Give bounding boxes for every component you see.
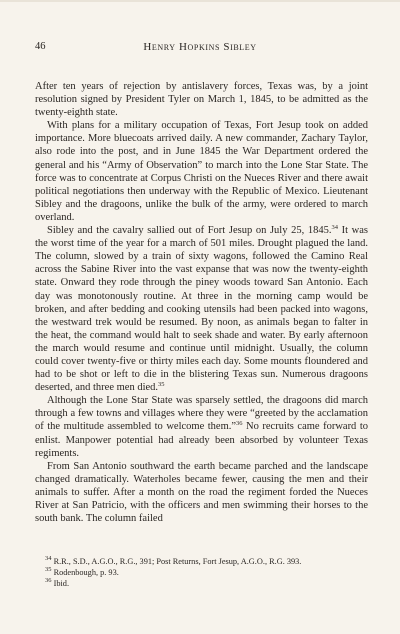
footnote-35-text: Rodenbough, p. 93.	[53, 568, 119, 577]
paragraph-4	[35, 394, 368, 459]
paragraph-2-text: With plans for a military occupation of Texas, Fort Jesup took on added importance. More bluecoats arrived daily. A new commander, Zachary Taylor, also rode into the post, and in June 1845 the War Department ordered the general and his “Army of Observation” to march into the Lone Star State. The force was to concentrate at Corpus Christi on the Nueces River and there await political negotiations then underway with the Republic of Mexico. Lieutenant Sibley and the dragoons, unlike the bulk of the army, were ordered to march overland.	[35, 120, 368, 223]
paragraph-3-text: Sibley and the cavalry sallied out of Fort Jesup on July 25, 1845.	[47, 225, 332, 237]
paragraph-5-text: From San Antonio southward the earth became parched and the landscape changed dramatically. Waterholes became fewer, causing the men and their animals to suffer. After a month on the road the regiment forded the Nueces River at San Patricio, with the officers and men swimming their horses to the south bank. The column failed	[35, 460, 368, 525]
footnote-ref-34: 34	[331, 224, 338, 232]
paragraph-2	[35, 119, 368, 224]
footnote-36-number: 36	[45, 577, 52, 584]
paragraph-5	[35, 460, 368, 525]
footnote-ref-36: 36	[236, 420, 243, 428]
running-head	[35, 41, 365, 55]
footnote-36	[35, 578, 368, 589]
footnote-ref-35: 35	[158, 381, 165, 389]
page-number: 46	[35, 41, 46, 52]
footnote-34-text: R.R., S.D., A.G.O., R.G., 391; Post Returns, Fort Jesup, A.G.O., R.G. 393.	[53, 557, 302, 566]
paragraph-4-text: Although the Lone Star State was sparsely settled, the dragoons did march through a few towns and villages where they were “greeted by the acclamation of the multitude assembled to welcome them.”	[35, 395, 368, 433]
footnote-34	[35, 556, 368, 567]
paragraph-3	[35, 224, 368, 394]
footnote-35-number: 35	[45, 566, 52, 573]
body-text	[35, 80, 368, 525]
footnotes	[35, 556, 368, 589]
footnote-36-text: Ibid.	[53, 579, 70, 588]
footnote-35	[35, 567, 368, 578]
running-head-title: Henry Hopkins Sibley	[143, 41, 257, 53]
page-top-edge	[0, 0, 400, 2]
paragraph-1-text: After ten years of rejection by antislavery forces, Texas was, by a joint resolution signed by President Tyler on March 1, 1845, to be admitted as the twenty-eighth state.	[35, 81, 368, 119]
paragraph-4-text-continued: No recruits came forward to enlist. Manpower potential had already been absorbed by volunteer Texas regiments.	[35, 421, 368, 459]
footnote-34-number: 34	[45, 555, 52, 562]
paragraph-3-text-continued: It was the worst time of the year for a march of 501 miles. Drought plagued the land. The column, slowed by a train of sixty wagons, followed the Camino Real across the Sabine River into the vast expanse that was now the twenty-eighth state. Onward they rode through the piney woods toward San Antonio. Each day was monotonously routine. At three in the morning camp would be broken, and after bedding and cooking utensils had been packed into wagons, the westward trek would be resumed. By noon, as animals began to falter in the heat, the command would halt to seek shade and water. By early afternoon the march would resume and continue until midnight. Usually, the column could cover twenty-five or thirty miles each day. Some mounts floundered and had to be shot or left to die in the blistering Texas sun. Numerous dragoons deserted, and three men died.	[35, 225, 368, 394]
paragraph-1	[35, 80, 368, 119]
